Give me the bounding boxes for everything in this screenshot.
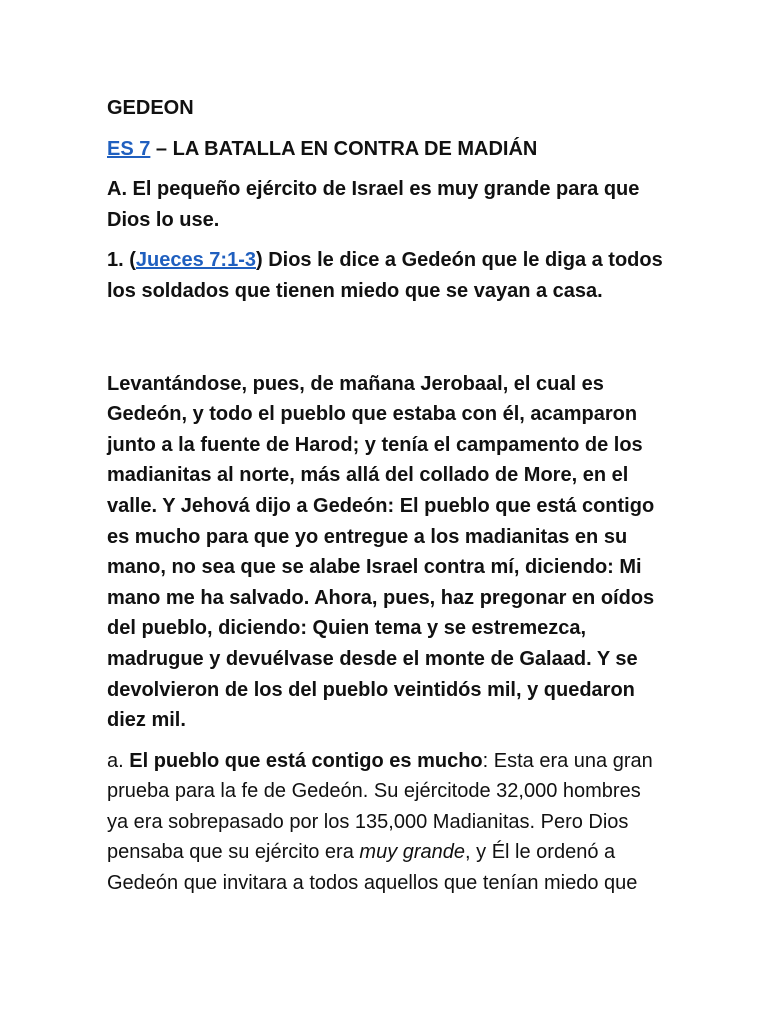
jueces-ref-link[interactable]: Jueces 7:1-3 (135, 249, 256, 272)
point-1-heading (107, 245, 667, 306)
document-body (107, 93, 667, 899)
note-a-paragraph (107, 746, 667, 899)
study-link[interactable]: ES 7 (107, 137, 151, 160)
note-a-prefix: a. (107, 749, 130, 772)
point-1-text: ) Dios le dice a Gedeón que le diga a todos los soldados que tienen miedo que se vayan a casa. (107, 249, 663, 302)
section-a-heading: A. El pequeño ejército de Israel es muy grande para que Dios lo use. (107, 178, 640, 231)
note-a-text-1: : Esta era una gran prueba para la fe de Gedeón. Su ejércitode 32,000 hombres ya era sobrepasado por los 135,000 Madianitas. Pero Dios pensaba que su ejército era (107, 749, 653, 864)
document-title: GEDEON (107, 97, 194, 119)
note-a-italic: muy grande (359, 841, 466, 864)
study-heading (107, 134, 667, 165)
point-1-prefix: 1. ( (107, 249, 136, 272)
note-a-bold: El pueblo que está contigo es mucho (129, 749, 483, 772)
scripture-quote: Levantándose, pues, de mañana Jerobaal, el cual es Gedeón, y todo el pueblo que estaba con él, acamparon junto a la fuente de Harod; y tenía el campamento de los madianitas al norte, más allá del collado de More, en el valle. Y Jehová dijo a Gedeón: El pueblo que está contigo es mucho para que yo entregue a los madianitas en su mano, no sea que se alabe Israel contra mí, diciendo: Mi mano me ha salvado. Ahora, pues, haz pregonar en oídos del pueblo, diciendo: Quien tema y se estremezca, madrugue y devuélvase desde el monte de Galaad. Y se devolvieron de los del pueblo veintidós mil, y quedaron diez mil. (107, 372, 655, 732)
note-a-text-2: , y Él le ordenó a Gedeón que invitara a todos aquellos que tenían miedo que (107, 841, 638, 895)
study-title: – LA BATALLA EN CONTRA DE MADIÁN (150, 137, 538, 160)
